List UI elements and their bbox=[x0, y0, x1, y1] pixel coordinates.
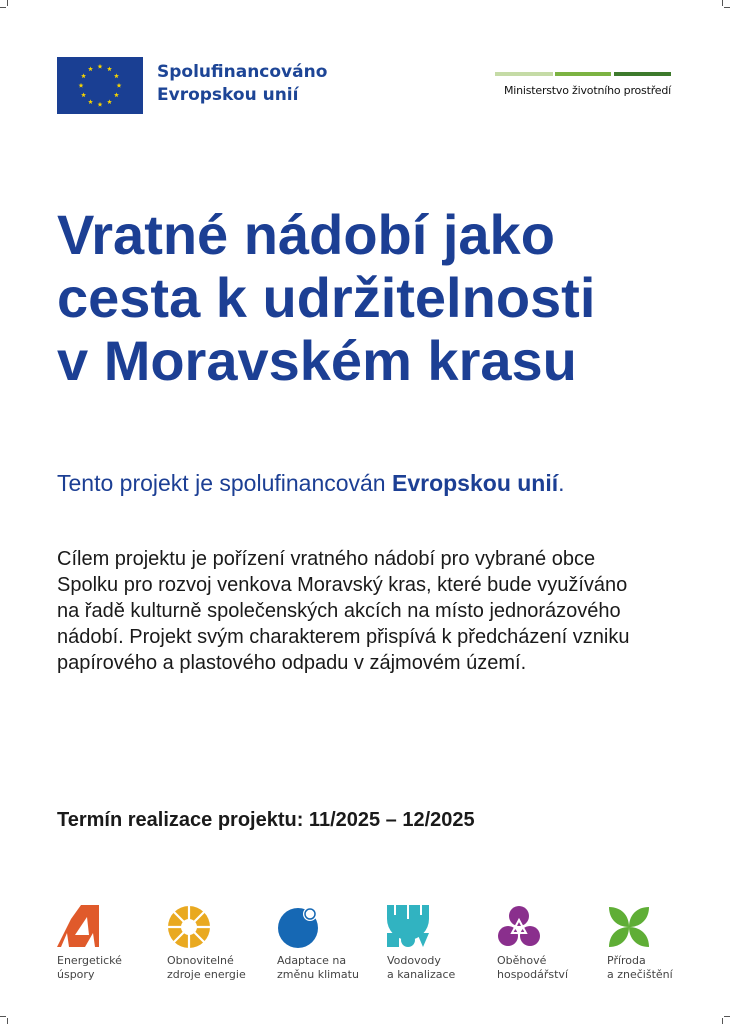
crop-mark bbox=[722, 0, 723, 6]
crop-mark bbox=[7, 1018, 8, 1024]
eu-star-icon bbox=[107, 99, 112, 104]
lead-prefix: Tento projekt je spolufinancován bbox=[57, 470, 392, 496]
eu-label-line1: Spolufinancováno bbox=[157, 62, 328, 82]
ministry-bar bbox=[555, 72, 611, 76]
project-term: Termín realizace projektu: 11/2025 – 12/2025 bbox=[57, 809, 475, 831]
eu-label-line2: Evropskou unií bbox=[157, 85, 299, 105]
eu-star-icon bbox=[114, 73, 119, 78]
category-label: Příroda a znečištění bbox=[607, 954, 673, 981]
circular-economy-icon bbox=[497, 905, 541, 949]
description-line: na řadě kulturně společenských akcích na místo jednorázového bbox=[57, 600, 621, 622]
eu-star-icon bbox=[98, 102, 103, 107]
category-nature-pollution bbox=[607, 905, 717, 982]
eu-star-icon bbox=[88, 66, 93, 71]
eu-star-icon bbox=[98, 64, 103, 69]
project-description bbox=[57, 546, 697, 676]
category-renewable-energy bbox=[167, 905, 277, 982]
crop-mark bbox=[7, 0, 8, 6]
description-line: nádobí. Projekt svým charakterem přispívá k předcházení vzniku bbox=[57, 626, 630, 648]
eu-star-icon bbox=[117, 83, 122, 88]
category-label: Obnovitelné zdroje energie bbox=[167, 954, 246, 981]
eu-star-icon bbox=[81, 92, 86, 97]
climate-adaptation-icon bbox=[277, 905, 321, 949]
eu-star-icon bbox=[107, 66, 112, 71]
eu-star-icon bbox=[88, 99, 93, 104]
title-line: cesta k udržitelnosti bbox=[57, 266, 596, 329]
description-line: papírového a plastového odpadu v zájmovém území. bbox=[57, 652, 527, 674]
crop-mark bbox=[724, 7, 730, 8]
category-climate-adaptation bbox=[277, 905, 387, 982]
description-line: Spolku pro rozvoj venkova Moravský kras, které bude využíváno bbox=[57, 574, 628, 596]
crop-mark bbox=[722, 1018, 723, 1024]
eu-star-icon bbox=[79, 83, 84, 88]
energy-savings-icon bbox=[57, 905, 101, 949]
title-line: v Moravském krasu bbox=[57, 329, 577, 392]
category-label: Vodovody a kanalizace bbox=[387, 954, 456, 981]
ministry-logo-bars bbox=[495, 72, 671, 76]
lead-text bbox=[57, 470, 697, 497]
page-title bbox=[57, 203, 697, 392]
category-label: Oběhové hospodářství bbox=[497, 954, 569, 981]
crop-mark bbox=[724, 1016, 730, 1017]
renewable-energy-icon bbox=[167, 905, 211, 949]
category-circular-economy bbox=[497, 905, 607, 982]
water-sewerage-icon bbox=[387, 905, 431, 949]
ministry-bar bbox=[614, 72, 671, 76]
eu-star-icon bbox=[81, 73, 86, 78]
title-line: Vratné nádobí jako bbox=[57, 203, 555, 266]
category-label: Energetické úspory bbox=[57, 954, 122, 981]
eu-flag-icon bbox=[57, 57, 143, 114]
category-energy-savings bbox=[57, 905, 167, 982]
nature-pollution-icon bbox=[607, 905, 651, 949]
ministry-name: Ministerstvo životního prostředí bbox=[503, 84, 671, 97]
crop-mark bbox=[0, 7, 6, 8]
ministry-bar bbox=[495, 72, 553, 76]
crop-mark bbox=[0, 1016, 6, 1017]
lead-suffix: . bbox=[558, 470, 565, 496]
lead-emphasis: Evropskou unií bbox=[392, 470, 559, 496]
eu-cofinanced-label bbox=[157, 61, 327, 107]
description-line: Cílem projektu je pořízení vratného nádobí pro vybrané obce bbox=[57, 548, 596, 570]
eu-star-icon bbox=[114, 92, 119, 97]
category-water-sewerage bbox=[387, 905, 497, 982]
category-label: Adaptace na změnu klimatu bbox=[277, 954, 359, 981]
